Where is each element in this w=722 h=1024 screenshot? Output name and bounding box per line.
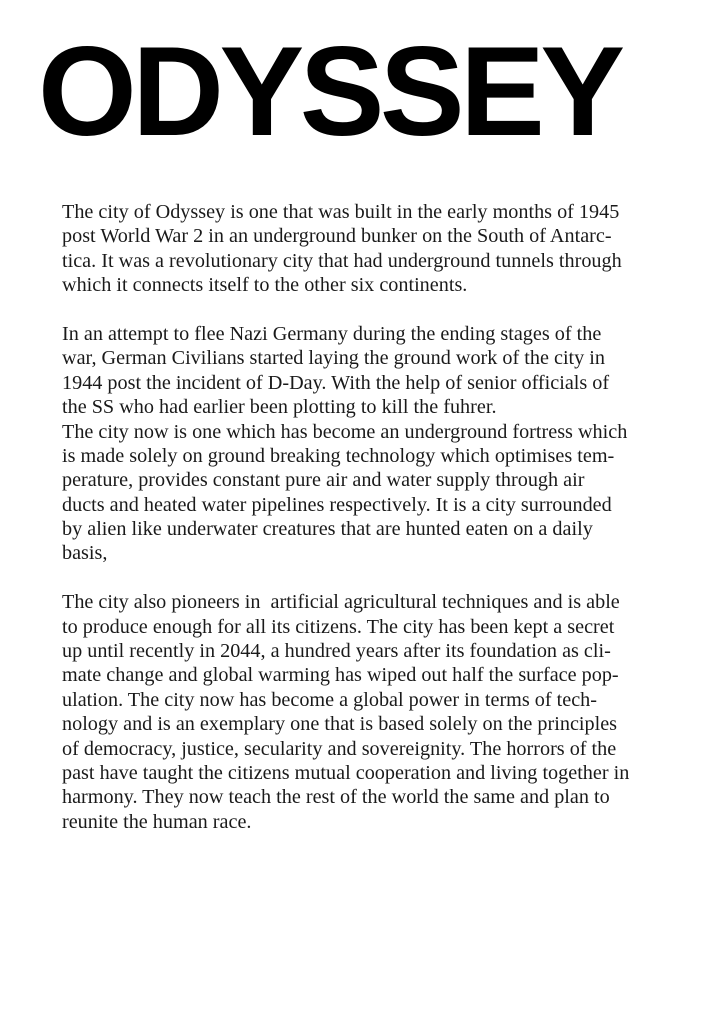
paragraph-fortress (62, 420, 682, 566)
text-line: The city now is one which has become an underground fortress which (62, 420, 628, 443)
paragraph-founding (62, 200, 682, 298)
text-line: to produce enough for all its citizens. The city has been kept a secret (62, 615, 615, 638)
text-line: of democracy, justice, secularity and sovereignity. The horrors of the (62, 737, 617, 760)
text-line: tica. It was a revolutionary city that had underground tunnels through (62, 249, 622, 272)
text-line: nology and is an exemplary one that is based solely on the principles (62, 713, 618, 736)
paragraph-history (62, 322, 682, 420)
text-line: The city of Odyssey is one that was built in the early months of 1945 (62, 201, 620, 223)
text-line: 1944 post the incident of D-Day. With the help of senior officials of (62, 371, 610, 394)
page-title: ODYSSEY (38, 20, 621, 162)
text-line: which it connects itself to the other six continents. (62, 274, 468, 297)
text-line: reunite the human race. (62, 810, 252, 833)
text-line: basis, (62, 542, 108, 565)
text-line: perature, provides constant pure air and water supply through air (62, 469, 585, 492)
text-line: ducts and heated water pipelines respectively. It is a city surrounded (62, 493, 612, 516)
text-line: by alien like underwater creatures that are hunted eaten on a daily (62, 518, 593, 541)
text-line: ulation. The city now has become a global power in terms of tech- (62, 688, 597, 711)
text-line: mate change and global warming has wiped out half the surface pop- (62, 664, 619, 687)
paragraph-present-day (62, 590, 682, 834)
text-line: The city also pioneers in artificial agricultural techniques and is able (62, 591, 620, 614)
text-line: In an attempt to flee Nazi Germany during the ending stages of the (62, 322, 602, 345)
text-line: up until recently in 2044, a hundred years after its foundation as cli- (62, 640, 611, 663)
text-line: past have taught the citizens mutual cooperation and living together in (62, 761, 630, 784)
text-line: post World War 2 in an underground bunker on the South of Antarc- (62, 225, 612, 248)
text-line: harmony. They now teach the rest of the world the same and plan to (62, 786, 610, 809)
body-text (62, 200, 682, 859)
text-line: war, German Civilians started laying the ground work of the city in (62, 347, 606, 370)
text-line: is made solely on ground breaking technology which optimises tem- (62, 444, 615, 467)
text-line: the SS who had earlier been plotting to kill the fuhrer. (62, 396, 497, 419)
